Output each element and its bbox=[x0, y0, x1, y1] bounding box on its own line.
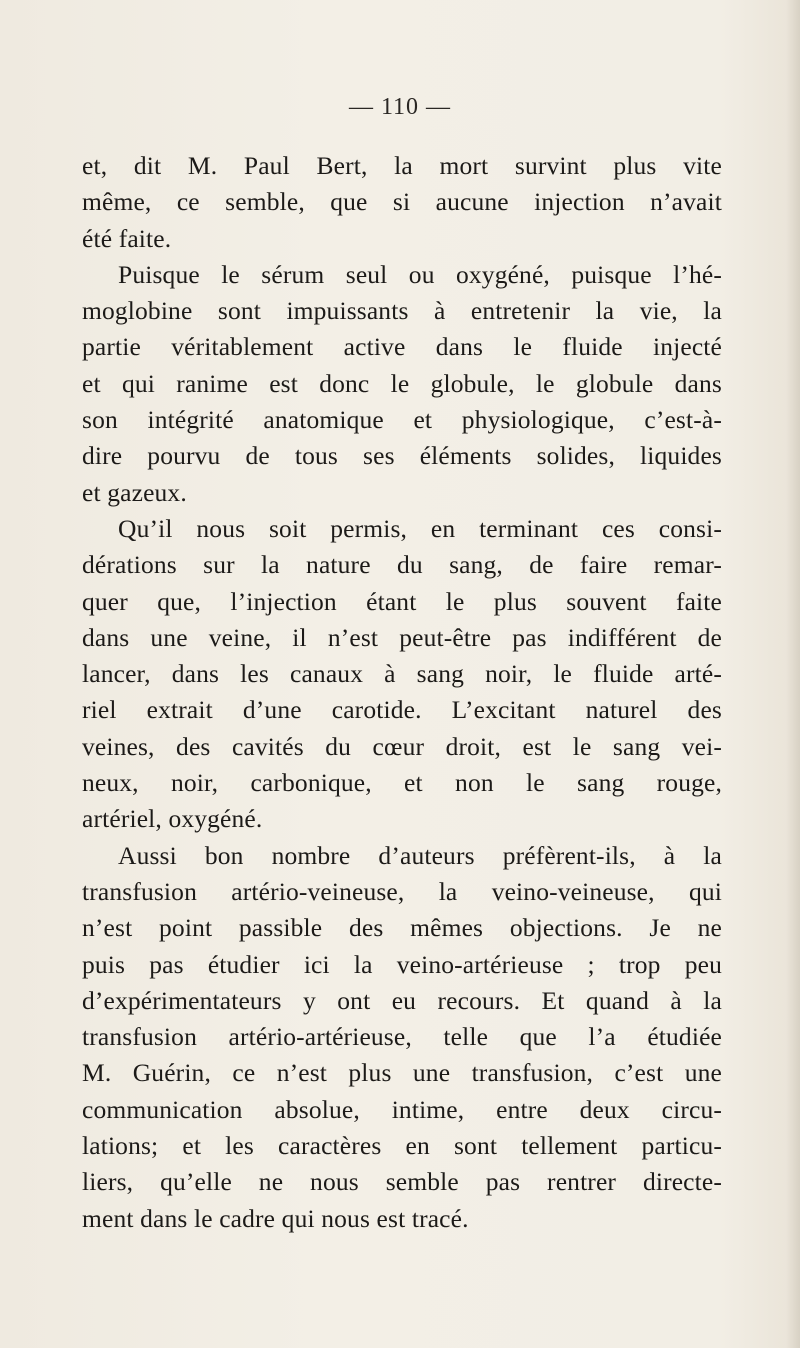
page-number: — 110 — bbox=[348, 94, 452, 120]
body-text bbox=[82, 148, 722, 1237]
text-line: quer que, l’injection étant le plus souvent faite bbox=[82, 586, 722, 616]
text-line: lancer, dans les canaux à sang noir, le fluide arté- bbox=[82, 659, 722, 689]
text-line: d’expérimentateurs y ont eu recours. Et quand à la bbox=[82, 985, 722, 1015]
text-line: et gazeux. bbox=[82, 477, 187, 507]
text-line: lations; et les caractères en sont tellement particu- bbox=[82, 1131, 722, 1161]
text-line: veines, des cavités du cœur droit, est le sang vei- bbox=[82, 731, 722, 761]
text-line: riel extrait d’une carotide. L’excitant naturel des bbox=[82, 695, 722, 725]
page-edge-shadow bbox=[786, 0, 800, 1348]
text-line: liers, qu’elle ne nous semble pas rentrer directe- bbox=[82, 1167, 722, 1197]
text-line: partie véritablement active dans le fluide injecté bbox=[82, 332, 722, 362]
text-line: puis pas étudier ici la veino-artérieuse ; trop peu bbox=[82, 949, 722, 979]
text-line: artériel, oxygéné. bbox=[82, 804, 263, 834]
text-line: Puisque le sérum seul ou oxygéné, puisque l’hé- bbox=[118, 259, 722, 289]
text-line: neux, noir, carbonique, et non le sang rouge, bbox=[82, 768, 722, 798]
text-line: M. Guérin, ce n’est plus une transfusion, c’est une bbox=[82, 1058, 722, 1088]
text-line: communication absolue, intime, entre deux circu- bbox=[82, 1094, 722, 1124]
text-line: son intégrité anatomique et physiologique, c’est-à- bbox=[82, 405, 722, 435]
text-line: dire pourvu de tous ses éléments solides, liquides bbox=[82, 441, 722, 471]
text-line: et qui ranime est donc le globule, le globule dans bbox=[82, 368, 722, 398]
text-line: même, ce semble, que si aucune injection n’avait bbox=[82, 187, 722, 217]
text-line: été faite. bbox=[82, 223, 172, 253]
text-line: transfusion artério-artérieuse, telle que l’a étudiée bbox=[82, 1022, 722, 1052]
text-line: Aussi bon nombre d’auteurs préfèrent-ils, à la bbox=[118, 840, 722, 870]
text-line: dérations sur la nature du sang, de faire remar- bbox=[82, 550, 722, 580]
text-line: Qu’il nous soit permis, en terminant ces consi- bbox=[118, 513, 722, 543]
text-line: n’est point passible des mêmes objections. Je ne bbox=[82, 913, 722, 943]
text-line: transfusion artério-veineuse, la veino-veineuse, qui bbox=[82, 876, 722, 906]
text-line: ment dans le cadre qui nous est tracé. bbox=[82, 1203, 469, 1233]
text-line: et, dit M. Paul Bert, la mort survint plus vite bbox=[82, 151, 722, 180]
text-line: moglobine sont impuissants à entretenir la vie, la bbox=[82, 296, 722, 326]
text-line: dans une veine, il n’est peut-être pas indifférent de bbox=[82, 622, 722, 652]
